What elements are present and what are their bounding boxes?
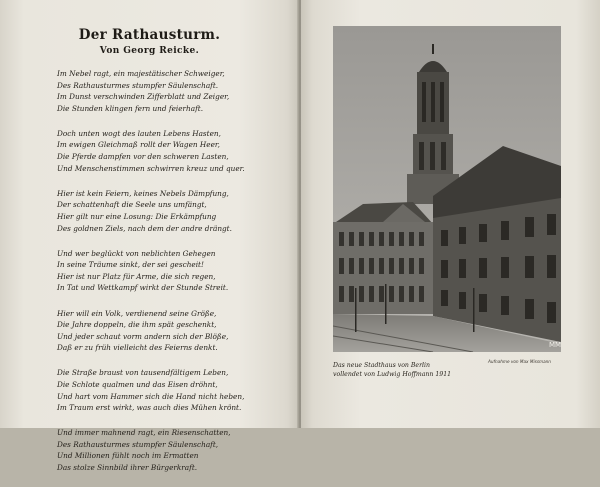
stanza	[57, 128, 287, 174]
poem-line: Und jeder schaut vorm andern sich der Blöße,	[57, 331, 229, 341]
poem-line: Und Millionen fühlt noch im Ermatten	[57, 451, 199, 461]
poem-line: Und wer beglückt von neblichten Gehegen	[57, 248, 216, 258]
poem-line: Hier ist nur Platz für Arme, die sich regen,	[57, 271, 216, 281]
poem-line: Des Rathausturmes stumpfer Säulenschaft.	[57, 80, 219, 90]
poem-line: Die Straße braust von tausendfältigem Leben,	[57, 368, 229, 378]
stadthaus-photograph	[333, 26, 561, 352]
poem-line: Und immer mahnend ragt, ein Riesenschatten,	[57, 428, 231, 438]
poem-line: Hier will ein Volk, verdienend seine Größe,	[57, 308, 217, 318]
poem-line: Des Rathausturmes stumpfer Säulenschaft,	[57, 439, 219, 449]
poem-line: Das stolze Sinnbild ihrer Bürgerkraft.	[57, 463, 198, 473]
stanza	[57, 427, 287, 473]
poem-title: Der Rathausturm.	[78, 27, 221, 43]
poem-line: Die Jahre doppeln, die ihm spät geschenkt,	[57, 320, 217, 330]
caption-line-1: Das neue Stadthaus von Berlin	[333, 362, 430, 369]
poem-line: Der schattenhaft die Seele uns umfängt,	[57, 200, 207, 210]
poem-line: Im ewigen Gleichmaß rollt der Wagen Heer,	[57, 140, 220, 150]
poem-line: Im Dunst verschwinden Zifferblatt und Zeiger,	[57, 92, 230, 102]
stanza	[57, 367, 287, 413]
poem-line: Im Traum erst wirkt, was auch dies Mühen krönt.	[57, 403, 242, 413]
poem-body	[57, 68, 287, 487]
poem-line: Des goldnen Ziels, nach dem der andre drängt.	[57, 223, 232, 233]
stanza	[57, 248, 287, 294]
poem-line: Hier ist kein Feiern, keines Nebels Dämpfung,	[57, 188, 229, 198]
poem-line: Die Schlote qualmen und das Eisen dröhnt,	[57, 379, 218, 389]
left-page	[0, 0, 299, 473]
stanza	[57, 68, 287, 114]
poem-line: Die Pferde dampfen vor den schweren Lasten,	[57, 152, 229, 162]
photo-caption	[333, 361, 451, 379]
poem-line: Und Menschenstimmen schwirren kreuz und quer.	[57, 163, 245, 173]
photo-illustration	[333, 26, 561, 352]
poem-line: Und hart vom Hammer sich die Hand nicht heben,	[57, 391, 245, 401]
photo-credit: Aufnahme von Max Missmann	[488, 359, 551, 364]
poem-line: Daß er zu früh vielleicht des Feierns denkt.	[57, 343, 218, 353]
caption-line-2: vollendet von Ludwig Hoffmann 1911	[333, 371, 452, 378]
poem-line: Im Nebel ragt, ein majestätischer Schweiger,	[57, 69, 225, 78]
poem-line: Doch unten wogt des lauten Lebens Hasten,	[57, 128, 221, 138]
poem-line: In seine Träume sinkt, der sei gescheit!	[57, 260, 204, 270]
poem-author: Von Georg Reicke.	[99, 46, 200, 56]
poem-line: Hier gilt nur eine Losung: Die Erkämpfung	[57, 211, 217, 221]
poem-line: In Tat und Wettkampf wirkt der Stunde Streit.	[57, 283, 229, 293]
photo-monogram: MM	[549, 341, 561, 349]
poem-line: Die Stunden klingen fern und feierhaft.	[57, 103, 204, 113]
stanza	[57, 188, 287, 234]
stanza	[57, 308, 287, 354]
